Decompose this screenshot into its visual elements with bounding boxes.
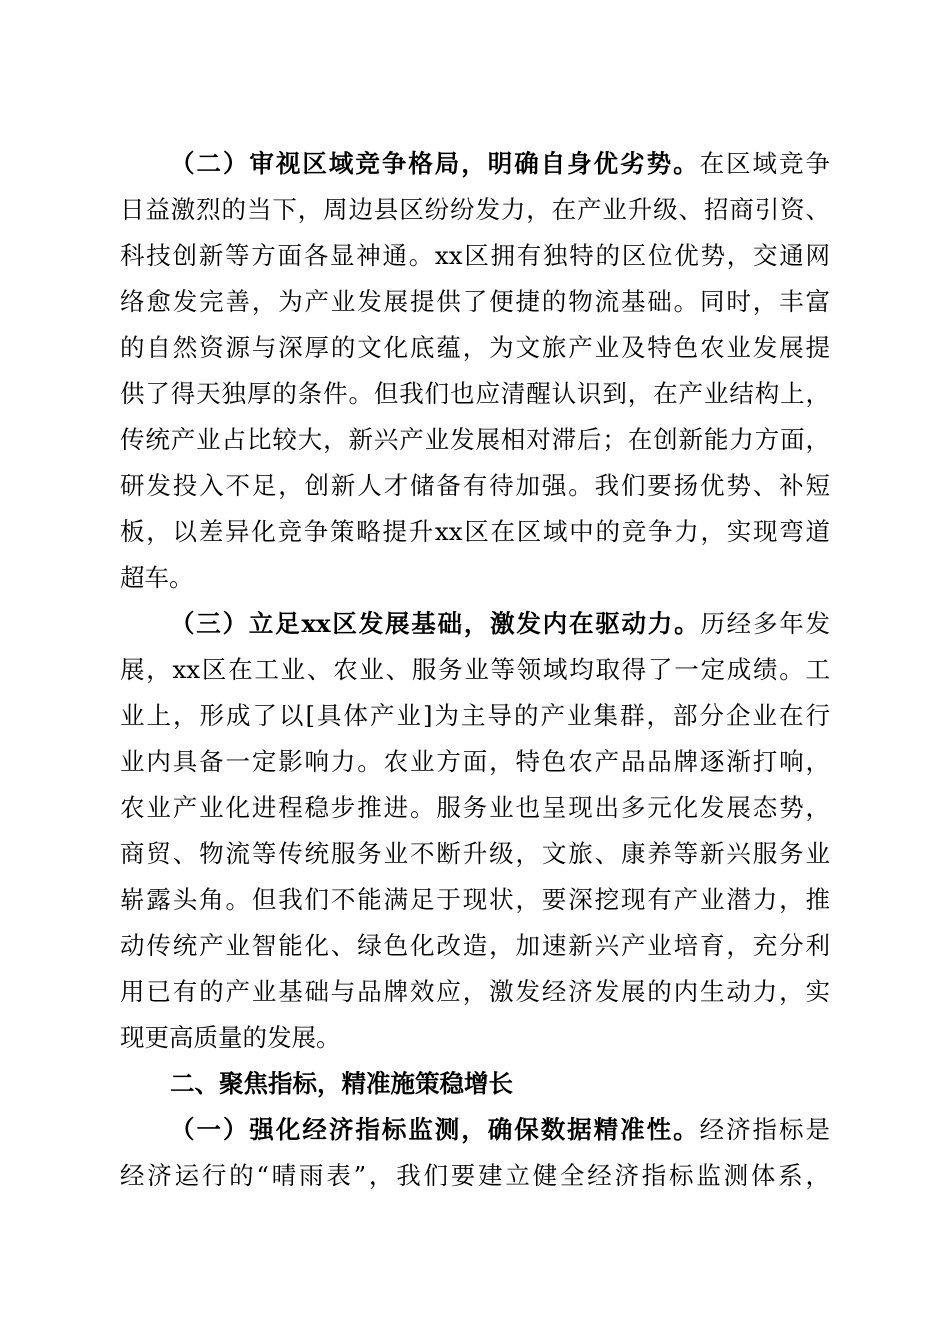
paragraph-line: 崭露头角。但我们不能满足于现状，要深挖现有产业潜力，推 — [120, 885, 830, 914]
paragraph-line: 络愈发完善，为产业发展提供了便捷的物流基础。同时，丰富 — [120, 287, 830, 316]
paragraph-line: 日益激烈的当下，周边县区纷纷发力，在产业升级、招商引资、 — [120, 195, 830, 224]
paragraph-text: 历经多年发 — [700, 609, 831, 638]
paragraph-text: 经济指标是 — [699, 1115, 831, 1144]
paragraph-line: 板，以差异化竞争策略提升xx区在区域中的竞争力，实现弯道 — [120, 517, 830, 546]
paragraph-line: 动传统产业智能化、绿色化改造，加速新兴产业培育，充分利 — [120, 931, 830, 960]
paragraph-line: 商贸、物流等传统服务业不断升级，文旅、康养等新兴服务业 — [120, 839, 830, 868]
section-title: 二、聚焦指标，精准施策稳增长 — [170, 1069, 513, 1098]
paragraph-line: 业上，形成了以[具体产业]为主导的产业集群，部分企业在行 — [120, 701, 830, 730]
paragraph-line: 的自然资源与深厚的文化底蕴，为文旅产业及特色农业发展提 — [120, 333, 830, 362]
paragraph-line: 农业产业化进程稳步推进。服务业也呈现出多元化发展态势， — [120, 793, 830, 822]
paragraph-line-last: 现更高质量的发展。 — [120, 1023, 341, 1052]
subsection-heading: （一）强化经济指标监测，确保数据精准性。 — [170, 1115, 700, 1144]
paragraph-text: 在区域竞争 — [699, 149, 831, 178]
paragraph-line — [170, 606, 830, 642]
paragraph-line: 科技创新等方面各显神通。xx区拥有独特的区位优势，交通网 — [120, 241, 830, 270]
subsection-heading: （二）审视区域竞争格局，明确自身优劣势。 — [170, 149, 700, 178]
paragraph-line: 研发投入不足，创新人才储备有待加强。我们要扬优势、补短 — [120, 471, 830, 500]
paragraph-line: 供了得天独厚的条件。但我们也应清醒认识到，在产业结构上， — [120, 379, 830, 408]
paragraph-line — [170, 1112, 830, 1148]
paragraph-line: 展，xx区在工业、农业、服务业等领域均取得了一定成绩。工 — [120, 655, 830, 684]
paragraph-line: 经济运行的“晴雨表”，我们要建立健全经济指标监测体系， — [120, 1161, 830, 1190]
paragraph-line: 传统产业占比较大，新兴产业发展相对滞后；在创新能力方面， — [120, 425, 830, 454]
paragraph-line: 业内具备一定影响力。农业方面，特色农产品品牌逐渐打响， — [120, 747, 830, 776]
subsection-heading: （三）立足xx区发展基础，激发内在驱动力。 — [170, 609, 701, 638]
paragraph-line — [170, 146, 830, 182]
paragraph-line-last: 超车。 — [120, 563, 194, 592]
paragraph-line: 用已有的产业基础与品牌效应，激发经济发展的内生动力，实 — [120, 977, 830, 1006]
